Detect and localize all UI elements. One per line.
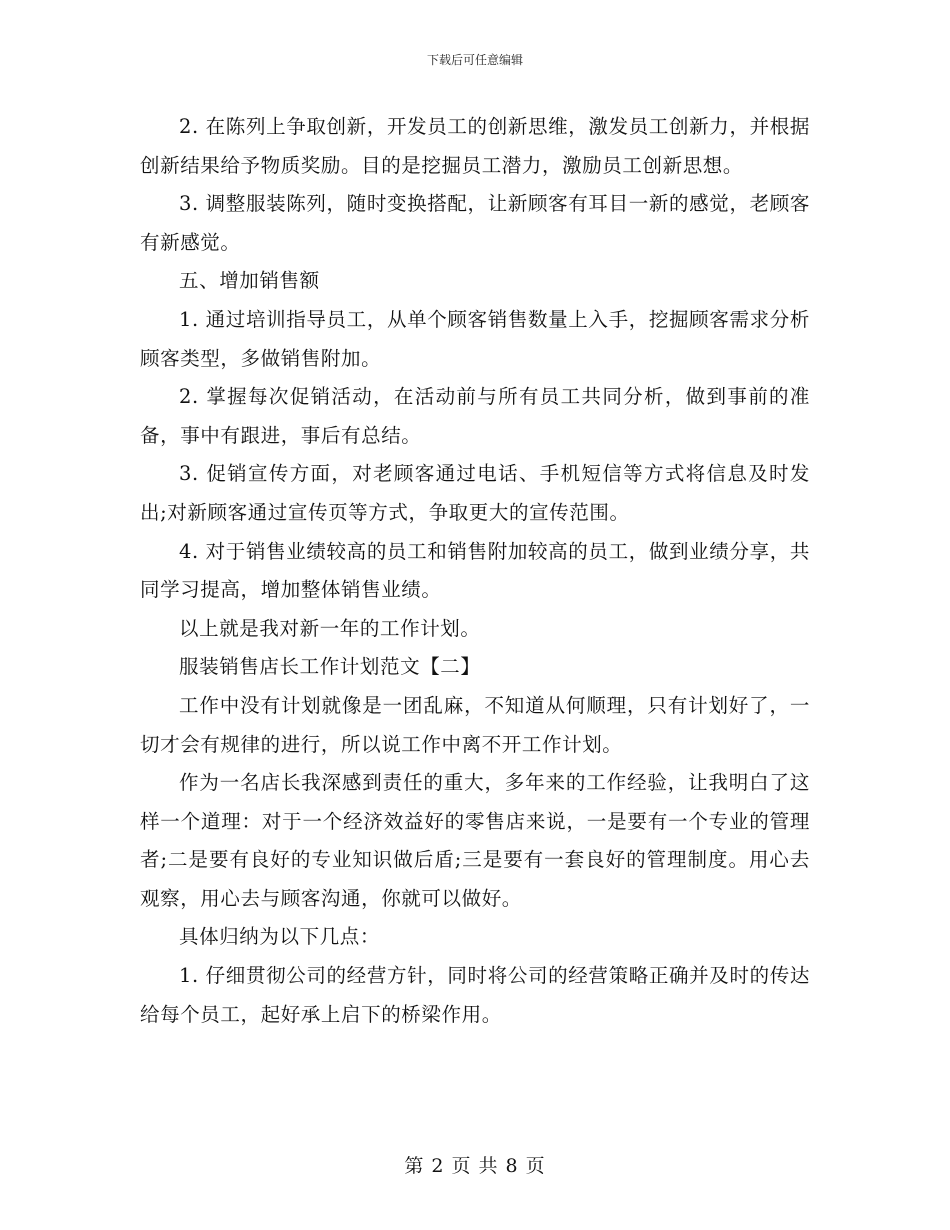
- paragraph: 具体归纳为以下几点：: [179, 925, 381, 949]
- paragraph: 3. 调整服装陈列，随时变换搭配，让新顾客有耳目一新的感觉，老顾客有新感觉。: [140, 192, 810, 254]
- article-title: 服装销售店长工作计划范文【二】: [179, 655, 481, 679]
- paragraph: 3. 促销宣传方面，对老顾客通过电话、手机短信等方式将信息及时发出;对新顾客通过宣传页等方式，争取更大的宣传范围。: [140, 462, 810, 524]
- paragraph: 1. 仔细贯彻公司的经营方针，同时将公司的经营策略正确并及时的传达给每个员工，起好承上启下的桥梁作用。: [140, 964, 810, 1026]
- paragraph: 以上就是我对新一年的工作计划。: [179, 616, 481, 640]
- paragraph: 1. 通过培训指导员工，从单个顾客销售数量上入手，挖掘顾客需求分析顾客类型，多做销售附加。: [140, 307, 810, 370]
- paragraph: 2. 掌握每次促销活动，在活动前与所有员工共同分析，做到事前的准备，事中有跟进，事后有总结。: [140, 385, 810, 447]
- paragraph: 4. 对于销售业绩较高的员工和销售附加较高的员工，做到业绩分享，共同学习提高，增加整体销售业绩。: [140, 539, 810, 602]
- paragraph: 2. 在陈列上争取创新，开发员工的创新思维，激发员工创新力，并根据创新结果给予物质奖励。目的是挖掘员工潜力，激励员工创新思想。: [140, 115, 810, 177]
- page-number: 第 2 页 共 8 页: [404, 1155, 546, 1177]
- document-body: [140, 108, 810, 1034]
- page-header: 下载后可任意编辑: [426, 53, 523, 67]
- paragraph: 作为一名店长我深感到责任的重大，多年来的工作经验，让我明白了这样一个道理：对于一个经济效益好的零售店来说，一是要有一个专业的管理者;二是要有良好的专业知识做后盾;三是要有一套良好的管理制度。用心去观察，用心去与顾客沟通，你就可以做好。: [140, 771, 810, 910]
- paragraph: 工作中没有计划就像是一团乱麻，不知道从何顺理，只有计划好了，一切才会有规律的进行，所以说工作中离不开工作计划。: [140, 693, 810, 756]
- section-heading: 五、增加销售额: [179, 269, 320, 293]
